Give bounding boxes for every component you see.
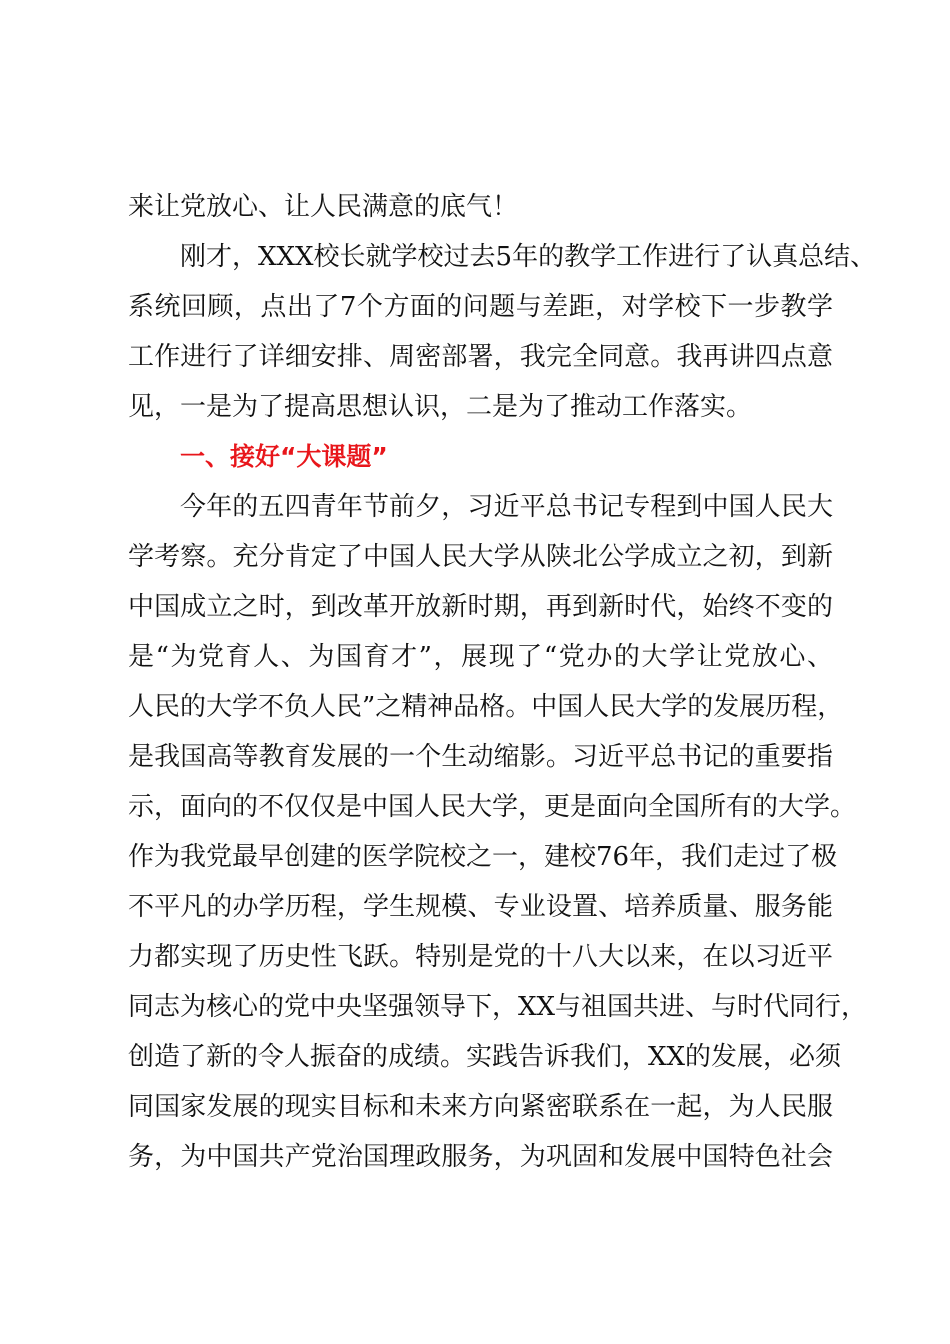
paragraph-line: 力都实现了历史性飞跃。特别是党的十八大以来，在以习近平 xyxy=(128,942,833,972)
paragraph-line: 同志为核心的党中央坚强领导下，XX与祖国共进、与时代同行， xyxy=(128,992,868,1022)
paragraph-line: 学考察。充分肯定了中国人民大学从陕北公学成立之初，到新 xyxy=(128,542,833,572)
paragraph-line: 是“为党育人、为国育才”，展现了“党办的大学让党放心、 xyxy=(128,642,833,672)
paragraph-line: 同国家发展的现实目标和未来方向紧密联系在一起，为人民服 xyxy=(128,1092,833,1122)
paragraph-line: 示，面向的不仅仅是中国人民大学，更是面向全国所有的大学。 xyxy=(128,792,857,822)
paragraph-line: 作为我党最早创建的医学院校之一，建校76年，我们走过了极 xyxy=(128,842,838,872)
paragraph-line: 创造了新的令人振奋的成绩。实践告诉我们，XX的发展，必须 xyxy=(128,1042,842,1072)
paragraph-line: 人民的大学不负人民”之精神品格。中国人民大学的发展历程， xyxy=(128,692,844,722)
paragraph-line: 务，为中国共产党治国理政服务，为巩固和发展中国特色社会 xyxy=(128,1142,833,1172)
paragraph-line: 是我国高等教育发展的一个生动缩影。习近平总书记的重要指 xyxy=(128,742,833,772)
paragraph-line: 工作进行了详细安排、周密部署，我完全同意。我再讲四点意 xyxy=(128,342,833,372)
section-heading: 一、接好“大课题” xyxy=(180,442,388,471)
paragraph-line: 系统回顾，点出了7个方面的问题与差距，对学校下一步教学 xyxy=(128,292,833,322)
paragraph-line: 中国成立之时，到改革开放新时期，再到新时代，始终不变的 xyxy=(128,592,833,622)
paragraph-line: 今年的五四青年节前夕，习近平总书记专程到中国人民大 xyxy=(180,492,833,522)
paragraph-line: 见，一是为了提高思想认识，二是为了推动工作落实。 xyxy=(128,392,753,422)
paragraph-line: 不平凡的办学历程，学生规模、专业设置、培养质量、服务能 xyxy=(128,892,833,922)
paragraph-line: 来让党放心、让人民满意的底气！ xyxy=(128,192,519,222)
paragraph-line: 刚才，XXX校长就学校过去5年的教学工作进行了认真总结、 xyxy=(180,242,877,272)
